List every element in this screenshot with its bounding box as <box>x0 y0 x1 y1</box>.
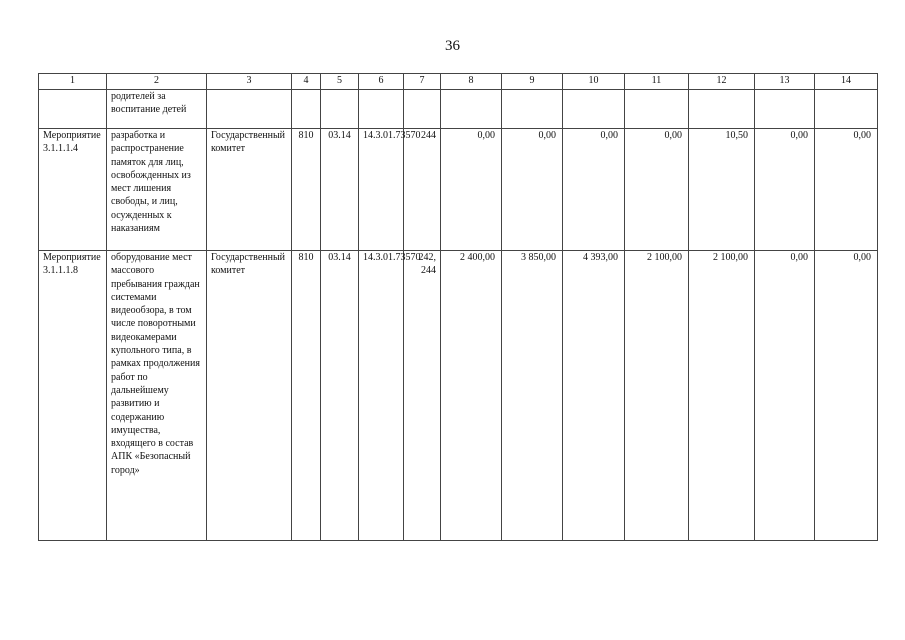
csr-cell: 14.3.01.73570 <box>359 129 404 251</box>
description-cell: оборудование мест массового пребывания граждан системами видеообзора, в том числе поворотными видеокамерами купольного типа, в рамках продолжения работ по дальнейшему развитию и содержанию имущества, входящего в состав АПК «Безопасный город» <box>107 251 207 541</box>
vr-cell: 244 <box>404 129 441 251</box>
description-cell: разработка и распространение памяток для лиц, освобожденных из мест лишения свободы, и лиц, осужденных к наказаниям <box>107 129 207 251</box>
table-row <box>39 251 878 541</box>
column-header: 3 <box>207 74 292 90</box>
table-row-continuation <box>39 90 878 129</box>
executor-cell: Государственный комитет <box>207 129 292 251</box>
amount-cell: 2 100,00 <box>625 251 689 541</box>
amount-cell: 4 393,00 <box>563 251 625 541</box>
grbs-cell: 810 <box>292 251 321 541</box>
amount-cell: 0,00 <box>755 251 815 541</box>
column-header: 1 <box>39 74 107 90</box>
column-header: 10 <box>563 74 625 90</box>
amount-cell: 0,00 <box>441 129 502 251</box>
amount-cell: 0,00 <box>625 129 689 251</box>
amount-cell: 0,00 <box>502 129 563 251</box>
csr-cell: 14.3.01.73570 <box>359 251 404 541</box>
table-cell <box>563 90 625 129</box>
amount-cell: 3 850,00 <box>502 251 563 541</box>
table-cell <box>404 90 441 129</box>
amount-cell: 0,00 <box>563 129 625 251</box>
amount-cell: 2 400,00 <box>441 251 502 541</box>
table-row <box>39 129 878 251</box>
column-header: 6 <box>359 74 404 90</box>
table-cell <box>502 90 563 129</box>
table-cell <box>359 90 404 129</box>
description-cell: родителей за воспитание детей <box>107 90 207 129</box>
column-header: 12 <box>689 74 755 90</box>
amount-cell: 2 100,00 <box>689 251 755 541</box>
rzpr-cell: 03.14 <box>321 129 359 251</box>
table-cell <box>625 90 689 129</box>
vr-cell: 242, 244 <box>404 251 441 541</box>
executor-cell: Государственный комитет <box>207 251 292 541</box>
table-cell <box>815 90 878 129</box>
rzpr-cell: 03.14 <box>321 251 359 541</box>
table-cell <box>321 90 359 129</box>
column-header: 14 <box>815 74 878 90</box>
column-header: 4 <box>292 74 321 90</box>
table-cell <box>39 90 107 129</box>
budget-table <box>38 73 878 541</box>
table-cell <box>292 90 321 129</box>
grbs-cell: 810 <box>292 129 321 251</box>
event-cell: Мероприятие 3.1.1.1.4 <box>39 129 107 251</box>
column-number-header-row <box>39 74 878 90</box>
column-header: 11 <box>625 74 689 90</box>
amount-cell: 0,00 <box>815 129 878 251</box>
column-header: 13 <box>755 74 815 90</box>
table-cell <box>755 90 815 129</box>
table-cell <box>441 90 502 129</box>
column-header: 5 <box>321 74 359 90</box>
column-header: 7 <box>404 74 441 90</box>
amount-cell: 10,50 <box>689 129 755 251</box>
page-number: 36 <box>445 38 460 54</box>
column-header: 9 <box>502 74 563 90</box>
event-cell: Мероприятие 3.1.1.1.8 <box>39 251 107 541</box>
column-header: 8 <box>441 74 502 90</box>
table-cell <box>207 90 292 129</box>
table-cell <box>689 90 755 129</box>
amount-cell: 0,00 <box>755 129 815 251</box>
column-header: 2 <box>107 74 207 90</box>
amount-cell: 0,00 <box>815 251 878 541</box>
